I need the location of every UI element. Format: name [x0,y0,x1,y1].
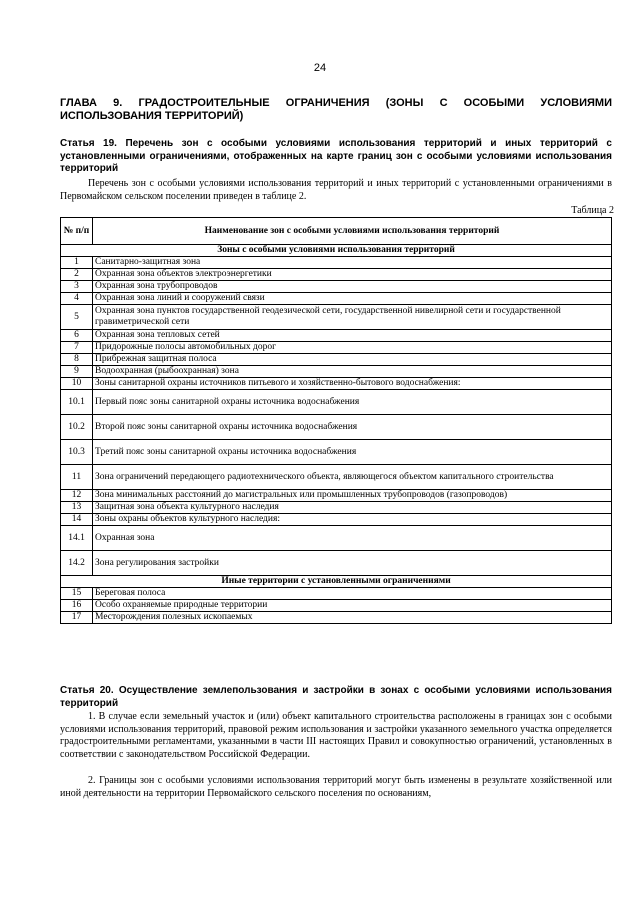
row-name: Второй пояс зоны санитарной охраны источника водоснабжения [93,415,612,440]
table-row [61,305,612,330]
row-num: 10.3 [61,440,93,465]
row-name: Санитарно-защитная зона [93,257,612,269]
table-row [61,342,612,354]
table-row [61,600,612,612]
row-name: Береговая полоса [93,588,612,600]
table-row [61,588,612,600]
section-2-title: Иные территории с установленными ограничениями [61,576,612,588]
row-name: Месторождения полезных ископаемых [93,612,612,624]
article-20-title: Статья 20. Осуществление землепользования и застройки в зонах с особыми условиями использования территорий [60,685,612,709]
article-20-paragraph-2: 2. Границы зон с особыми условиями использования территорий могут быть изменены в результате хозяйственной или иной деятельности на территории Первомайского сельского поселения по основаниям, [60,775,612,799]
section-row [61,576,612,588]
row-name: Зоны охраны объектов культурного наследия: [93,514,612,526]
row-num: 5 [61,305,93,330]
table-row [61,281,612,293]
zones-table [60,217,612,624]
page-number: 24 [313,62,327,74]
table-row [61,257,612,269]
table-row [61,514,612,526]
row-num: 10.1 [61,390,93,415]
table-row [61,465,612,490]
row-num: 10.2 [61,415,93,440]
row-num: 9 [61,366,93,378]
header-name: Наименование зон с особыми условиями использования территорий [93,218,612,245]
row-name: Охранная зона [93,526,612,551]
row-num: 14.2 [61,551,93,576]
table-row [61,502,612,514]
row-num: 17 [61,612,93,624]
row-num: 8 [61,354,93,366]
row-name: Первый пояс зоны санитарной охраны источника водоснабжения [93,390,612,415]
row-name: Зона регулирования застройки [93,551,612,576]
row-num: 2 [61,269,93,281]
table-row [61,390,612,415]
table-row [61,612,612,624]
row-num: 14.1 [61,526,93,551]
table-caption: Таблица 2 [571,205,614,216]
table-row [61,490,612,502]
row-num: 1 [61,257,93,269]
row-num: 7 [61,342,93,354]
row-name: Зоны санитарной охраны источников питьевого и хозяйственно-бытового водоснабжения: [93,378,612,390]
row-name: Охранная зона трубопроводов [93,281,612,293]
row-num: 15 [61,588,93,600]
section-1-title: Зоны с особыми условиями использования территорий [61,245,612,257]
row-name: Охранная зона пунктов государственной геодезической сети, государственной нивелирной сети и государственной гравиметрической сети [93,305,612,330]
row-name: Третий пояс зоны санитарной охраны источника водоснабжения [93,440,612,465]
table-row [61,366,612,378]
row-name: Защитная зона объекта культурного наследия [93,502,612,514]
chapter-title: ГЛАВА 9. ГРАДОСТРОИТЕЛЬНЫЕ ОГРАНИЧЕНИЯ (ЗОНЫ С ОСОБЫМИ УСЛОВИЯМИ ИСПОЛЬЗОВАНИЯ ТЕРРИТОРИЙ) [60,97,612,122]
table-row [61,330,612,342]
table-row [61,269,612,281]
row-name: Прибрежная защитная полоса [93,354,612,366]
table-row [61,354,612,366]
row-num: 13 [61,502,93,514]
table-row [61,551,612,576]
table-header-row [61,218,612,245]
row-num: 10 [61,378,93,390]
table-row [61,378,612,390]
row-num: 16 [61,600,93,612]
row-name: Особо охраняемые природные территории [93,600,612,612]
row-num: 6 [61,330,93,342]
row-num: 11 [61,465,93,490]
table-row [61,526,612,551]
row-name: Охранная зона линий и сооружений связи [93,293,612,305]
row-name: Водоохранная (рыбоохранная) зона [93,366,612,378]
article-19-paragraph: Перечень зон с особыми условиями использования территорий и иных территорий с установленными ограничениями в Первомайском сельском поселении приведен в таблице 2. [60,178,612,202]
article-19-title: Статья 19. Перечень зон с особыми условиями использования территорий и иных территорий с установленными ограничениями, отображенных на карте границ зон с особыми условиями использования территорий [60,138,612,174]
row-name: Зона минимальных расстояний до магистральных или промышленных трубопроводов (газопроводов) [93,490,612,502]
row-num: 14 [61,514,93,526]
row-num: 4 [61,293,93,305]
table-row [61,440,612,465]
row-num: 3 [61,281,93,293]
header-num: № п/п [61,218,93,245]
row-name: Зона ограничений передающего радиотехнического объекта, являющегося объектом капитального строительства [93,465,612,490]
table-row [61,293,612,305]
row-name: Охранная зона объектов электроэнергетики [93,269,612,281]
article-20-paragraph-1: 1. В случае если земельный участок и (или) объект капитального строительства расположены в границах зон с особыми условиями использования территорий, правовой режим использования и застройки указанного земельного участка определяется градостроительными регламентами, указанными в части III настоящих Правил и совокупностью ограничений, установленных в соответствии с законодательством Российской Федерации. [60,711,612,760]
table-row [61,415,612,440]
row-name: Придорожные полосы автомобильных дорог [93,342,612,354]
row-num: 12 [61,490,93,502]
row-name: Охранная зона тепловых сетей [93,330,612,342]
section-row [61,245,612,257]
